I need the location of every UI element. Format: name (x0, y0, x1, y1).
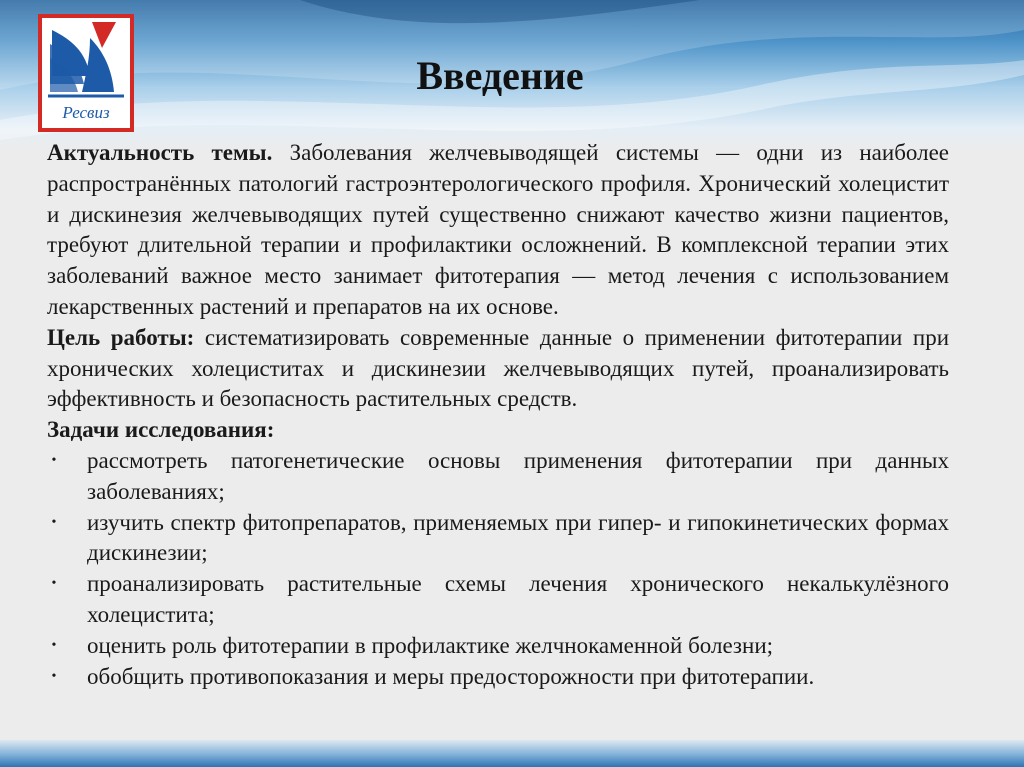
bullet-icon: • (51, 668, 57, 684)
relevance-label: Актуальность темы. (47, 140, 273, 165)
goal-label: Цель работы: (47, 324, 195, 350)
goal-text: систематизировать современные данные о применении фитотерапии при хронических холециститах и дискинезии желчевыводящих путей, проанализировать эффективность и безопасность растительных средств. (47, 324, 950, 412)
relevance-text: Заболевания желчевыводящей системы — одни из наиболее распространённых патологий гастроэнтерологического профиля. Хронический холецистит и дискинезия желчевыводящих путей существенно снижают качество жизни пациентов, требуют длительной терапии и профилактики осложнений. В комплексной терапии этих заболеваний важное место занимает фитотерапия — метод лечения с использованием лекарственных растений и препаратов на их основе. (47, 140, 949, 319)
tasks-list (47, 446, 949, 692)
bullet-icon: • (51, 576, 57, 592)
logo-text: Ресвиз (62, 103, 110, 122)
bullet-icon: • (51, 637, 57, 653)
slide-title: Введение (416, 53, 584, 98)
task-item (47, 446, 949, 508)
bullet-icon: • (51, 452, 57, 468)
task-text: изучить спектр фитопрепаратов, применяемых при гипер- и гипокинетических формах дискинезии; (87, 509, 949, 566)
tasks-heading: Задачи исследования: (47, 417, 275, 443)
bullet-icon: • (51, 514, 57, 530)
slide-content (47, 138, 949, 692)
task-text: оценить роль фитотерапии в профилактике желчнокаменной болезни; (87, 632, 774, 658)
relevance-paragraph (47, 138, 949, 323)
footer-background (0, 740, 1024, 767)
task-item (47, 569, 949, 631)
goal-paragraph (47, 323, 949, 415)
task-item (47, 662, 949, 693)
task-text: рассмотреть патогенетические основы применения фитотерапии при данных заболеваниях; (87, 447, 949, 504)
task-item (47, 631, 949, 662)
task-item (47, 508, 949, 570)
task-text: проанализировать растительные схемы лечения хронического некалькулёзного холецистита; (87, 571, 949, 627)
task-text: обобщить противопоказания и меры предосторожности при фитотерапии. (87, 663, 815, 689)
